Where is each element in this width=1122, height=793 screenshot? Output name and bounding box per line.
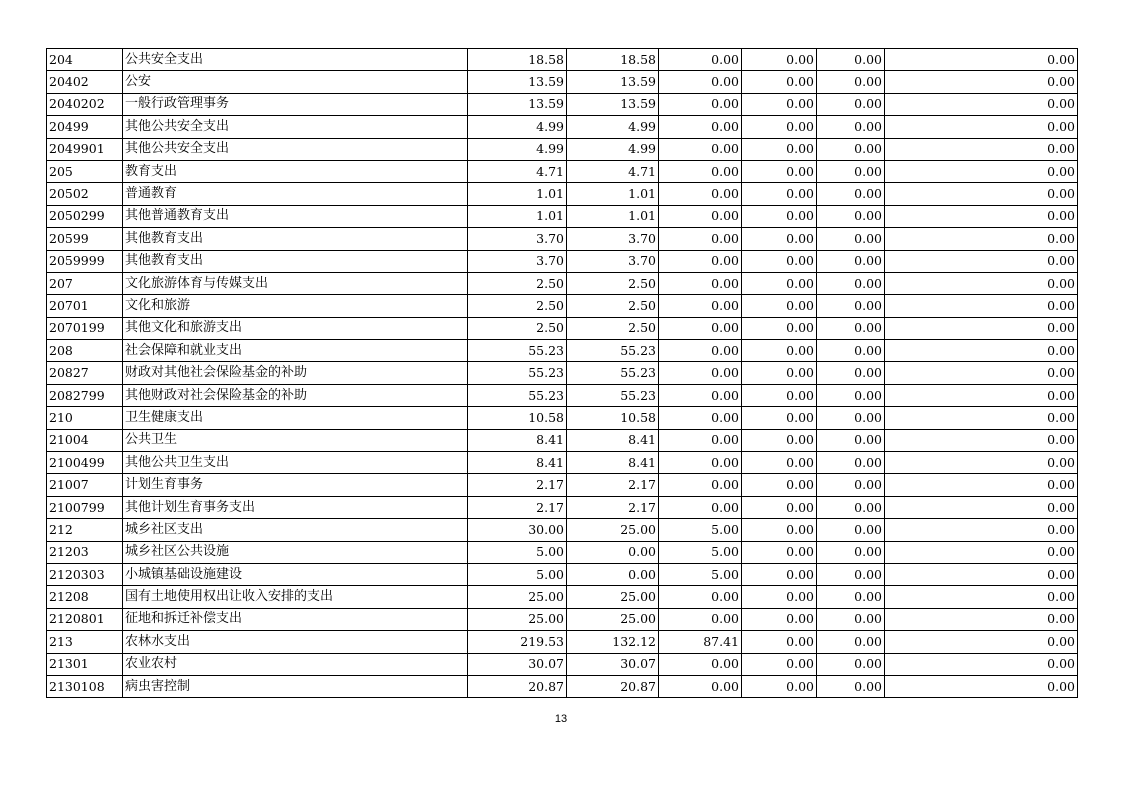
amount-cell: 0.00 xyxy=(659,295,742,317)
table-row xyxy=(47,429,1078,451)
subject-code-cell: 210 xyxy=(47,407,123,429)
subject-name-cell: 城乡社区公共设施 xyxy=(123,541,468,563)
amount-cell: 3.70 xyxy=(468,228,567,250)
amount-cell: 8.41 xyxy=(567,429,659,451)
amount-cell: 1.01 xyxy=(567,205,659,227)
amount-cell: 0.00 xyxy=(742,250,817,272)
subject-code-cell: 2040202 xyxy=(47,93,123,115)
amount-cell: 2.50 xyxy=(468,295,567,317)
subject-code-cell: 21004 xyxy=(47,429,123,451)
amount-cell: 0.00 xyxy=(885,519,1078,541)
amount-cell: 25.00 xyxy=(468,586,567,608)
amount-cell: 0.00 xyxy=(885,272,1078,294)
table-row xyxy=(47,205,1078,227)
subject-name-cell: 征地和拆迁补偿支出 xyxy=(123,608,468,630)
amount-cell: 0.00 xyxy=(885,496,1078,518)
subject-name-cell: 文化和旅游 xyxy=(123,295,468,317)
amount-cell: 2.17 xyxy=(567,496,659,518)
table-row xyxy=(47,272,1078,294)
amount-cell: 0.00 xyxy=(659,384,742,406)
table-row xyxy=(47,49,1078,71)
amount-cell: 0.00 xyxy=(817,183,885,205)
amount-cell: 0.00 xyxy=(885,631,1078,653)
amount-cell: 0.00 xyxy=(885,93,1078,115)
subject-code-cell: 20599 xyxy=(47,228,123,250)
amount-cell: 30.07 xyxy=(468,653,567,675)
table-row xyxy=(47,608,1078,630)
amount-cell: 4.99 xyxy=(567,138,659,160)
amount-cell: 0.00 xyxy=(659,362,742,384)
amount-cell: 0.00 xyxy=(885,675,1078,697)
table-row xyxy=(47,93,1078,115)
amount-cell: 20.87 xyxy=(567,675,659,697)
amount-cell: 4.99 xyxy=(567,116,659,138)
table-row xyxy=(47,340,1078,362)
amount-cell: 0.00 xyxy=(659,340,742,362)
subject-code-cell: 21208 xyxy=(47,586,123,608)
table-row xyxy=(47,675,1078,697)
amount-cell: 0.00 xyxy=(817,429,885,451)
amount-cell: 0.00 xyxy=(742,675,817,697)
amount-cell: 0.00 xyxy=(659,272,742,294)
amount-cell: 55.23 xyxy=(468,362,567,384)
amount-cell: 55.23 xyxy=(567,340,659,362)
table-row xyxy=(47,384,1078,406)
amount-cell: 2.17 xyxy=(468,474,567,496)
subject-name-cell: 其他计划生育事务支出 xyxy=(123,496,468,518)
subject-code-cell: 2120801 xyxy=(47,608,123,630)
subject-code-cell: 204 xyxy=(47,49,123,71)
amount-cell: 0.00 xyxy=(742,563,817,585)
subject-code-cell: 20499 xyxy=(47,116,123,138)
amount-cell: 0.00 xyxy=(817,71,885,93)
amount-cell: 25.00 xyxy=(567,586,659,608)
amount-cell: 2.17 xyxy=(567,474,659,496)
subject-code-cell: 21203 xyxy=(47,541,123,563)
table-row xyxy=(47,362,1078,384)
table-row xyxy=(47,496,1078,518)
subject-code-cell: 2100499 xyxy=(47,452,123,474)
amount-cell: 30.00 xyxy=(468,519,567,541)
table-row xyxy=(47,541,1078,563)
amount-cell: 0.00 xyxy=(885,205,1078,227)
amount-cell: 4.99 xyxy=(468,138,567,160)
amount-cell: 18.58 xyxy=(567,49,659,71)
amount-cell: 5.00 xyxy=(468,541,567,563)
table-row xyxy=(47,183,1078,205)
amount-cell: 55.23 xyxy=(567,384,659,406)
amount-cell: 0.00 xyxy=(885,49,1078,71)
subject-name-cell: 农业农村 xyxy=(123,653,468,675)
amount-cell: 8.41 xyxy=(468,452,567,474)
amount-cell: 0.00 xyxy=(659,474,742,496)
amount-cell: 0.00 xyxy=(817,384,885,406)
amount-cell: 0.00 xyxy=(659,586,742,608)
amount-cell: 0.00 xyxy=(885,474,1078,496)
amount-cell: 0.00 xyxy=(659,228,742,250)
amount-cell: 0.00 xyxy=(817,586,885,608)
amount-cell: 0.00 xyxy=(567,541,659,563)
subject-name-cell: 其他教育支出 xyxy=(123,250,468,272)
budget-table xyxy=(46,48,1078,698)
amount-cell: 0.00 xyxy=(817,138,885,160)
amount-cell: 0.00 xyxy=(659,93,742,115)
amount-cell: 0.00 xyxy=(885,295,1078,317)
table-row xyxy=(47,407,1078,429)
table-row xyxy=(47,116,1078,138)
amount-cell: 1.01 xyxy=(567,183,659,205)
amount-cell: 0.00 xyxy=(742,93,817,115)
subject-code-cell: 2059999 xyxy=(47,250,123,272)
amount-cell: 0.00 xyxy=(817,250,885,272)
amount-cell: 3.70 xyxy=(567,250,659,272)
amount-cell: 0.00 xyxy=(817,675,885,697)
table-row xyxy=(47,250,1078,272)
amount-cell: 87.41 xyxy=(659,631,742,653)
amount-cell: 0.00 xyxy=(817,49,885,71)
table-body xyxy=(47,49,1078,698)
subject-name-cell: 公共卫生 xyxy=(123,429,468,451)
amount-cell: 0.00 xyxy=(659,675,742,697)
amount-cell: 3.70 xyxy=(567,228,659,250)
subject-code-cell: 2130108 xyxy=(47,675,123,697)
amount-cell: 0.00 xyxy=(817,653,885,675)
amount-cell: 0.00 xyxy=(885,608,1078,630)
amount-cell: 0.00 xyxy=(817,228,885,250)
subject-name-cell: 其他公共卫生支出 xyxy=(123,452,468,474)
amount-cell: 13.59 xyxy=(567,93,659,115)
amount-cell: 1.01 xyxy=(468,183,567,205)
subject-name-cell: 城乡社区支出 xyxy=(123,519,468,541)
amount-cell: 13.59 xyxy=(468,71,567,93)
subject-code-cell: 2049901 xyxy=(47,138,123,160)
amount-cell: 0.00 xyxy=(885,340,1078,362)
table-row xyxy=(47,295,1078,317)
amount-cell: 3.70 xyxy=(468,250,567,272)
amount-cell: 0.00 xyxy=(817,116,885,138)
subject-name-cell: 公安 xyxy=(123,71,468,93)
amount-cell: 0.00 xyxy=(742,429,817,451)
subject-code-cell: 2120303 xyxy=(47,563,123,585)
amount-cell: 0.00 xyxy=(817,205,885,227)
amount-cell: 0.00 xyxy=(742,116,817,138)
amount-cell: 0.00 xyxy=(885,452,1078,474)
amount-cell: 0.00 xyxy=(817,93,885,115)
amount-cell: 0.00 xyxy=(742,631,817,653)
subject-code-cell: 21301 xyxy=(47,653,123,675)
amount-cell: 2.17 xyxy=(468,496,567,518)
amount-cell: 2.50 xyxy=(567,272,659,294)
amount-cell: 0.00 xyxy=(742,340,817,362)
amount-cell: 2.50 xyxy=(468,272,567,294)
table-row xyxy=(47,653,1078,675)
amount-cell: 0.00 xyxy=(742,205,817,227)
amount-cell: 0.00 xyxy=(885,563,1078,585)
amount-cell: 0.00 xyxy=(742,519,817,541)
subject-name-cell: 农林水支出 xyxy=(123,631,468,653)
subject-code-cell: 20827 xyxy=(47,362,123,384)
amount-cell: 0.00 xyxy=(742,317,817,339)
amount-cell: 0.00 xyxy=(885,71,1078,93)
amount-cell: 0.00 xyxy=(817,474,885,496)
amount-cell: 0.00 xyxy=(659,71,742,93)
amount-cell: 20.87 xyxy=(468,675,567,697)
amount-cell: 0.00 xyxy=(742,228,817,250)
subject-name-cell: 计划生育事务 xyxy=(123,474,468,496)
amount-cell: 0.00 xyxy=(885,116,1078,138)
amount-cell: 13.59 xyxy=(468,93,567,115)
amount-cell: 4.71 xyxy=(468,160,567,182)
amount-cell: 5.00 xyxy=(468,563,567,585)
table-row xyxy=(47,631,1078,653)
amount-cell: 0.00 xyxy=(885,586,1078,608)
subject-code-cell: 207 xyxy=(47,272,123,294)
amount-cell: 0.00 xyxy=(817,317,885,339)
table-row xyxy=(47,138,1078,160)
amount-cell: 55.23 xyxy=(468,384,567,406)
subject-code-cell: 213 xyxy=(47,631,123,653)
subject-code-cell: 2070199 xyxy=(47,317,123,339)
subject-name-cell: 其他普通教育支出 xyxy=(123,205,468,227)
amount-cell: 5.00 xyxy=(659,541,742,563)
amount-cell: 0.00 xyxy=(742,586,817,608)
subject-code-cell: 2100799 xyxy=(47,496,123,518)
amount-cell: 0.00 xyxy=(659,116,742,138)
amount-cell: 0.00 xyxy=(659,138,742,160)
amount-cell: 0.00 xyxy=(817,631,885,653)
amount-cell: 0.00 xyxy=(817,340,885,362)
table-row xyxy=(47,452,1078,474)
amount-cell: 1.01 xyxy=(468,205,567,227)
amount-cell: 0.00 xyxy=(742,608,817,630)
amount-cell: 0.00 xyxy=(885,362,1078,384)
amount-cell: 0.00 xyxy=(742,541,817,563)
amount-cell: 0.00 xyxy=(742,496,817,518)
amount-cell: 0.00 xyxy=(817,519,885,541)
amount-cell: 0.00 xyxy=(659,250,742,272)
amount-cell: 0.00 xyxy=(742,160,817,182)
subject-name-cell: 卫生健康支出 xyxy=(123,407,468,429)
amount-cell: 0.00 xyxy=(742,362,817,384)
subject-code-cell: 2082799 xyxy=(47,384,123,406)
amount-cell: 0.00 xyxy=(742,295,817,317)
amount-cell: 55.23 xyxy=(468,340,567,362)
amount-cell: 0.00 xyxy=(659,608,742,630)
subject-code-cell: 208 xyxy=(47,340,123,362)
amount-cell: 0.00 xyxy=(567,563,659,585)
subject-name-cell: 其他公共安全支出 xyxy=(123,138,468,160)
subject-code-cell: 212 xyxy=(47,519,123,541)
table-row xyxy=(47,71,1078,93)
subject-code-cell: 20701 xyxy=(47,295,123,317)
table-row xyxy=(47,228,1078,250)
amount-cell: 0.00 xyxy=(659,49,742,71)
amount-cell: 0.00 xyxy=(885,653,1078,675)
table-row xyxy=(47,563,1078,585)
subject-name-cell: 普通教育 xyxy=(123,183,468,205)
amount-cell: 0.00 xyxy=(659,183,742,205)
page-number: 13 xyxy=(554,713,568,725)
amount-cell: 0.00 xyxy=(817,160,885,182)
amount-cell: 0.00 xyxy=(659,205,742,227)
amount-cell: 132.12 xyxy=(567,631,659,653)
amount-cell: 0.00 xyxy=(885,250,1078,272)
subject-name-cell: 社会保障和就业支出 xyxy=(123,340,468,362)
amount-cell: 10.58 xyxy=(468,407,567,429)
subject-name-cell: 教育支出 xyxy=(123,160,468,182)
table-row xyxy=(47,317,1078,339)
table-row xyxy=(47,519,1078,541)
amount-cell: 0.00 xyxy=(885,407,1078,429)
amount-cell: 0.00 xyxy=(659,407,742,429)
amount-cell: 0.00 xyxy=(659,160,742,182)
subject-code-cell: 20402 xyxy=(47,71,123,93)
amount-cell: 0.00 xyxy=(885,429,1078,451)
amount-cell: 4.99 xyxy=(468,116,567,138)
subject-name-cell: 其他财政对社会保险基金的补助 xyxy=(123,384,468,406)
amount-cell: 0.00 xyxy=(659,429,742,451)
amount-cell: 0.00 xyxy=(885,541,1078,563)
amount-cell: 0.00 xyxy=(742,407,817,429)
amount-cell: 8.41 xyxy=(468,429,567,451)
amount-cell: 30.07 xyxy=(567,653,659,675)
amount-cell: 25.00 xyxy=(567,519,659,541)
amount-cell: 0.00 xyxy=(659,653,742,675)
amount-cell: 5.00 xyxy=(659,519,742,541)
amount-cell: 0.00 xyxy=(817,407,885,429)
subject-name-cell: 文化旅游体育与传媒支出 xyxy=(123,272,468,294)
subject-name-cell: 国有土地使用权出让收入安排的支出 xyxy=(123,586,468,608)
amount-cell: 0.00 xyxy=(742,384,817,406)
subject-name-cell: 其他文化和旅游支出 xyxy=(123,317,468,339)
amount-cell: 0.00 xyxy=(817,563,885,585)
subject-code-cell: 2050299 xyxy=(47,205,123,227)
amount-cell: 0.00 xyxy=(817,272,885,294)
amount-cell: 0.00 xyxy=(817,362,885,384)
amount-cell: 0.00 xyxy=(885,138,1078,160)
amount-cell: 10.58 xyxy=(567,407,659,429)
subject-name-cell: 其他教育支出 xyxy=(123,228,468,250)
amount-cell: 2.50 xyxy=(567,295,659,317)
amount-cell: 5.00 xyxy=(659,563,742,585)
amount-cell: 0.00 xyxy=(742,452,817,474)
amount-cell: 2.50 xyxy=(567,317,659,339)
subject-code-cell: 205 xyxy=(47,160,123,182)
amount-cell: 0.00 xyxy=(885,384,1078,406)
amount-cell: 13.59 xyxy=(567,71,659,93)
subject-code-cell: 21007 xyxy=(47,474,123,496)
amount-cell: 0.00 xyxy=(742,49,817,71)
amount-cell: 0.00 xyxy=(817,541,885,563)
amount-cell: 0.00 xyxy=(742,183,817,205)
amount-cell: 0.00 xyxy=(659,317,742,339)
amount-cell: 55.23 xyxy=(567,362,659,384)
amount-cell: 0.00 xyxy=(742,272,817,294)
subject-name-cell: 病虫害控制 xyxy=(123,675,468,697)
amount-cell: 0.00 xyxy=(885,317,1078,339)
amount-cell: 0.00 xyxy=(817,295,885,317)
amount-cell: 0.00 xyxy=(817,608,885,630)
amount-cell: 0.00 xyxy=(659,496,742,518)
amount-cell: 0.00 xyxy=(885,160,1078,182)
subject-name-cell: 一般行政管理事务 xyxy=(123,93,468,115)
amount-cell: 2.50 xyxy=(468,317,567,339)
amount-cell: 4.71 xyxy=(567,160,659,182)
subject-name-cell: 小城镇基础设施建设 xyxy=(123,563,468,585)
table-row xyxy=(47,160,1078,182)
amount-cell: 0.00 xyxy=(742,653,817,675)
subject-name-cell: 公共安全支出 xyxy=(123,49,468,71)
amount-cell: 25.00 xyxy=(468,608,567,630)
subject-name-cell: 其他公共安全支出 xyxy=(123,116,468,138)
subject-code-cell: 20502 xyxy=(47,183,123,205)
table-row xyxy=(47,586,1078,608)
amount-cell: 0.00 xyxy=(742,474,817,496)
amount-cell: 0.00 xyxy=(885,228,1078,250)
amount-cell: 0.00 xyxy=(817,452,885,474)
amount-cell: 219.53 xyxy=(468,631,567,653)
subject-name-cell: 财政对其他社会保险基金的补助 xyxy=(123,362,468,384)
amount-cell: 25.00 xyxy=(567,608,659,630)
amount-cell: 0.00 xyxy=(742,138,817,160)
table-row xyxy=(47,474,1078,496)
amount-cell: 0.00 xyxy=(659,452,742,474)
amount-cell: 0.00 xyxy=(885,183,1078,205)
amount-cell: 8.41 xyxy=(567,452,659,474)
amount-cell: 0.00 xyxy=(817,496,885,518)
amount-cell: 0.00 xyxy=(742,71,817,93)
amount-cell: 18.58 xyxy=(468,49,567,71)
